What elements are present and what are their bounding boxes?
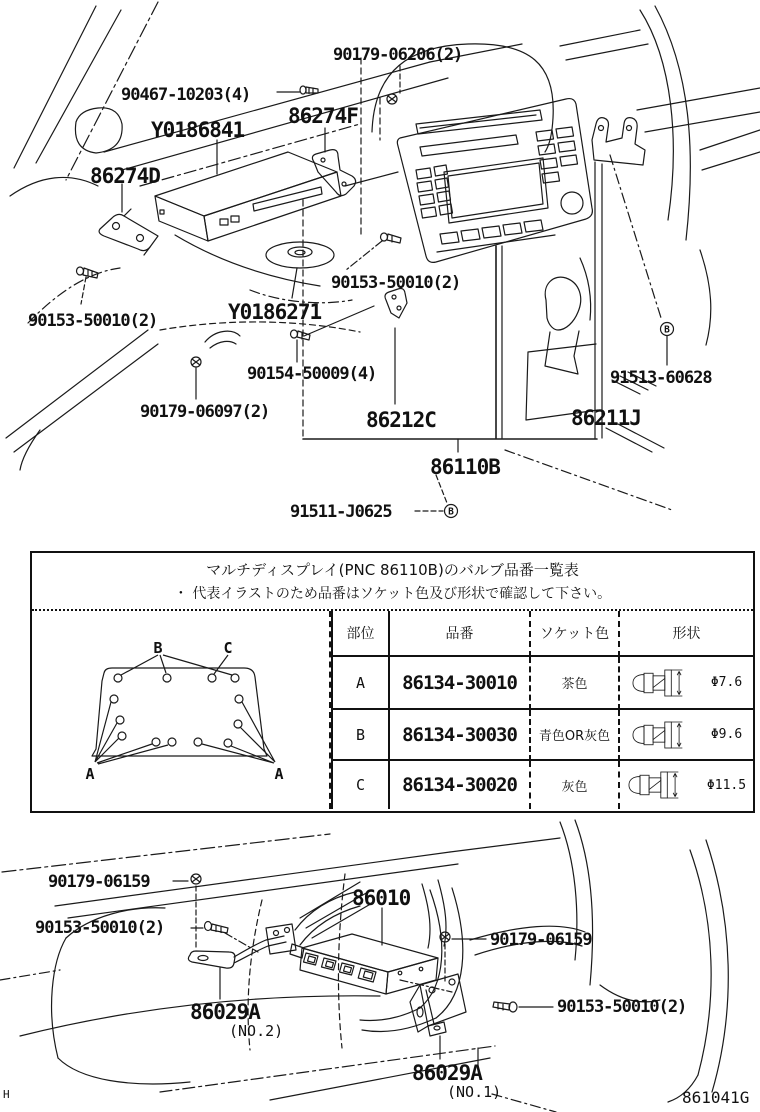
column-header-socket-color: ソケット色 bbox=[529, 611, 618, 657]
column-header-part: 部位 bbox=[331, 611, 388, 657]
display-outline bbox=[92, 668, 267, 756]
bulb-pos-label-a: A bbox=[274, 765, 284, 783]
table-cell-shape bbox=[618, 761, 753, 809]
table-cell-part-number[interactable]: 86134-30020 bbox=[388, 761, 529, 809]
part-label-86274D[interactable]: 86274D bbox=[90, 164, 160, 188]
bulb-part-number-table bbox=[30, 551, 755, 813]
part-label-91511-J0625[interactable]: 91511-J0625 bbox=[290, 502, 392, 522]
bulb-table-title-line1: マルチディスプレイ(PNC 86110B)のバルブ品番一覧表 bbox=[206, 561, 579, 579]
bulb-table-title bbox=[32, 553, 753, 611]
callout-lines-a-left bbox=[95, 702, 168, 764]
bulb-diameter: Φ11.5 bbox=[706, 777, 747, 793]
callout-b-letter: B bbox=[448, 506, 454, 518]
table-cell-part: A bbox=[331, 657, 388, 710]
drawing-number: 861041G bbox=[682, 1088, 750, 1107]
cd-disc-drawing bbox=[266, 242, 334, 268]
table-cell-part: B bbox=[331, 710, 388, 761]
bulb-icon bbox=[631, 661, 709, 705]
part-label-90154-50009[interactable]: 90154-50009(4) bbox=[247, 364, 377, 384]
nav-unit-drawing bbox=[155, 152, 341, 241]
part-label-90153-50010-center[interactable]: 90153-50010(2) bbox=[331, 273, 461, 293]
part-label-86010[interactable]: 86010 bbox=[352, 886, 411, 910]
head-unit-drawing bbox=[397, 99, 592, 263]
part-label-86211J[interactable]: 86211J bbox=[571, 406, 641, 430]
bulb-diameter: Φ9.6 bbox=[710, 727, 743, 742]
page-margin-marker: H bbox=[3, 1088, 10, 1101]
table-cell-part-number[interactable]: 86134-30030 bbox=[388, 710, 529, 761]
table-cell-shape bbox=[618, 657, 753, 710]
part-label-90179-06159-right[interactable]: 90179-06159 bbox=[490, 930, 592, 950]
table-cell-shape bbox=[618, 710, 753, 761]
table-cell-socket-color: 灰色 bbox=[529, 761, 618, 809]
part-label-90153-50010-bottom-right[interactable]: 90153-50010(2) bbox=[557, 997, 687, 1017]
bulb-table-title-line2: ・ 代表イラストのため品番はソケット色及び形状で確認して下さい。 bbox=[173, 586, 612, 602]
amplifier-box-drawing bbox=[300, 934, 438, 994]
part-label-Y0186271[interactable]: Y0186271 bbox=[228, 300, 322, 324]
part-label-90179-06206[interactable]: 90179-06206(2) bbox=[333, 45, 463, 65]
column-header-shape: 形状 bbox=[618, 611, 753, 657]
callout-b-letter: B bbox=[664, 324, 670, 336]
part-label-86029A-no1-sub: (NO.1) bbox=[447, 1083, 502, 1101]
part-label-86110B[interactable]: 86110B bbox=[430, 455, 500, 479]
bulb-position-diagram bbox=[32, 611, 331, 809]
table-cell-part: C bbox=[331, 761, 388, 809]
part-label-86029A-no2[interactable]: 86029A bbox=[190, 1000, 260, 1024]
bracket-86029A-no1-drawing bbox=[410, 974, 466, 1036]
callout-lines-a-right bbox=[202, 702, 275, 763]
bulb-pos-label-a: A bbox=[85, 765, 95, 783]
bracket-86274D-drawing bbox=[99, 209, 158, 255]
bulb-pos-label-b: B bbox=[153, 639, 163, 657]
part-label-90153-50010-bottom-left[interactable]: 90153-50010(2) bbox=[35, 918, 165, 938]
part-label-90467-10203[interactable]: 90467-10203(4) bbox=[121, 85, 251, 105]
part-label-90153-50010-left[interactable]: 90153-50010(2) bbox=[28, 311, 158, 331]
bulb-icon bbox=[631, 713, 709, 757]
part-label-90179-06097[interactable]: 90179-06097(2) bbox=[140, 402, 270, 422]
part-label-86029A-no1[interactable]: 86029A bbox=[412, 1061, 482, 1085]
bulb-diameter: Φ7.6 bbox=[710, 675, 743, 690]
table-cell-socket-color: 茶色 bbox=[529, 657, 618, 710]
part-label-91513-60628[interactable]: 91513-60628 bbox=[610, 368, 712, 388]
bulb-icon bbox=[627, 763, 705, 807]
part-label-Y0186841[interactable]: Y0186841 bbox=[151, 118, 245, 142]
column-header-part-number: 品番 bbox=[388, 611, 529, 657]
part-label-86029A-no2-sub: (NO.2) bbox=[229, 1022, 284, 1040]
part-label-86212C[interactable]: 86212C bbox=[366, 408, 436, 432]
table-cell-part-number[interactable]: 86134-30010 bbox=[388, 657, 529, 710]
bulb-pos-label-c: C bbox=[223, 639, 233, 657]
part-label-86274F[interactable]: 86274F bbox=[288, 104, 358, 128]
callout-lines-c bbox=[214, 655, 228, 674]
part-label-90179-06159-left[interactable]: 90179-06159 bbox=[48, 872, 150, 892]
bracket-86029A-no2-drawing bbox=[188, 924, 304, 968]
table-cell-socket-color: 青色OR灰色 bbox=[529, 710, 618, 761]
rear-deck-lines bbox=[0, 820, 728, 1112]
